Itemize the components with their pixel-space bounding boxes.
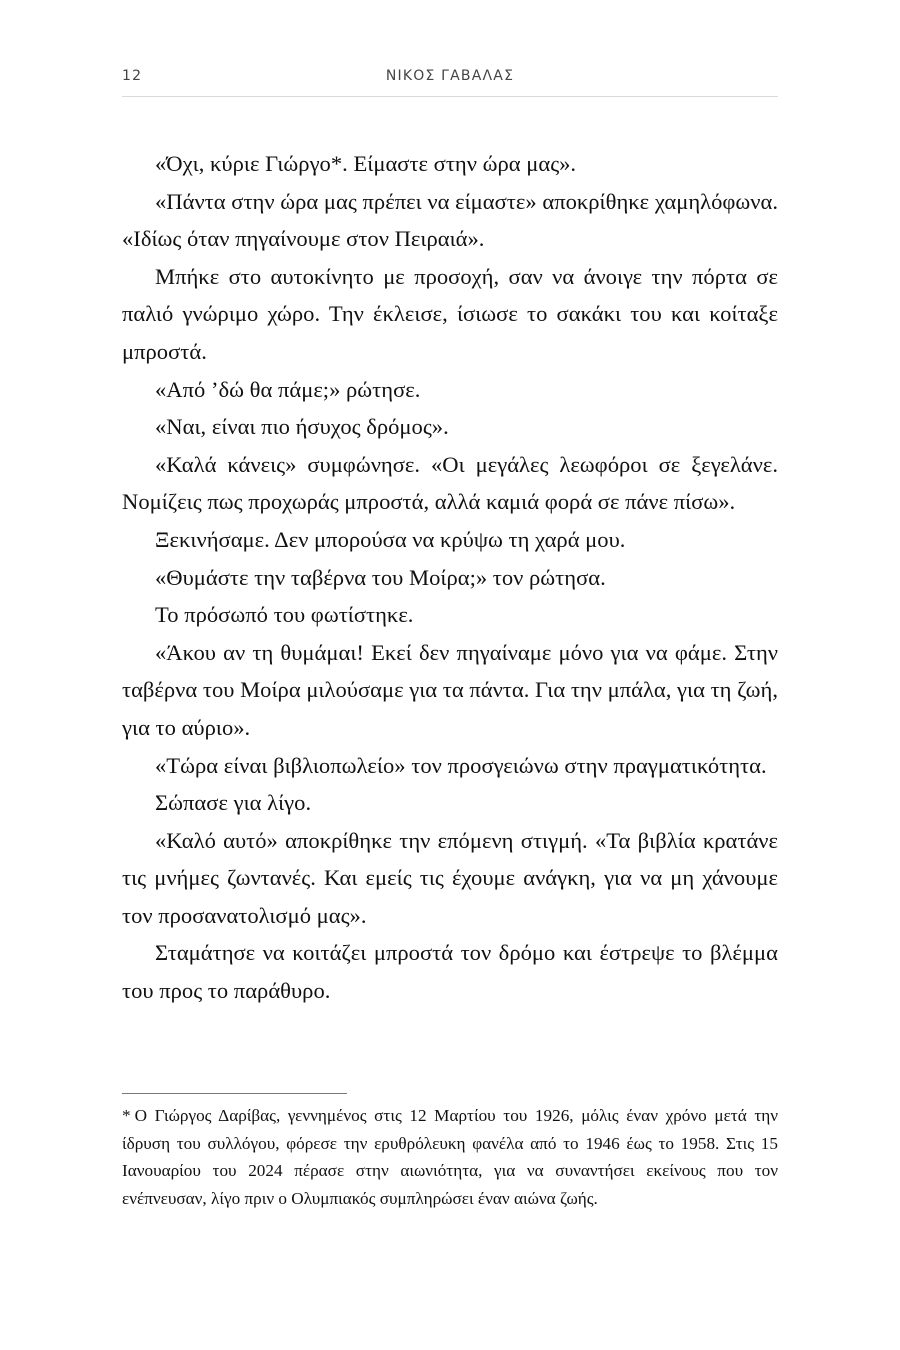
footnote-marker: * (122, 1106, 131, 1125)
paragraph: «Τώρα είναι βιβλιοπωλείο» τον προσγειώνω στην πραγματικότητα. (155, 752, 767, 778)
paragraph: «Καλά κάνεις» συμφώνησε. «Οι μεγάλες λεωφόροι σε ξεγελάνε. Νομίζεις πως προχωράς μπροστά, αλλά καμιά φορά σε πάνε πίσω». (122, 451, 778, 515)
paragraph: «Πάντα στην ώρα μας πρέπει να είμαστε» αποκρίθηκε χαμηλόφωνα. «Ιδίως όταν πηγαίνουμε στον Πειραιά». (122, 188, 778, 252)
body-text (122, 145, 778, 1010)
footnote (122, 1102, 778, 1212)
paragraph: «Θυμάστε την ταβέρνα του Μοίρα;» τον ρώτησα. (155, 564, 606, 590)
footnote-text: Ο Γιώργος Δαρίβας, γεννημένος στις 12 Μαρτίου του 1926, μόλις έναν χρόνο μετά την ίδρυση του συλλόγου, φόρεσε την ερυθρόλευκη φανέλα από το 1946 έως το 1958. Στις 15 Ιανουαρίου του 2024 πέρασε στην αιωνιότητα, για να συναντήσει εκείνους που τον ενέπνευσαν, λίγο πριν ο Ολυμπιακός συμπληρώσει έναν αιώνα ζωής. (122, 1106, 778, 1208)
paragraph: «Ναι, είναι πιο ήσυχος δρόμος». (155, 414, 449, 440)
paragraph: Σώπασε για λίγο. (155, 790, 312, 816)
paragraph: Σταμάτησε να κοιτάζει μπροστά τον δρόμο και έστρεψε το βλέμμα του προς το παράθυρο. (122, 940, 778, 1004)
paragraph: Το πρόσωπό του φωτίστηκε. (155, 602, 414, 628)
paragraph: «Από ’δώ θα πάμε;» ρώτησε. (155, 376, 421, 402)
paragraph: «Όχι, κύριε Γιώργο*. Είμαστε στην ώρα μας». (155, 151, 577, 176)
page-number: 12 (122, 68, 143, 84)
paragraph: «Άκου αν τη θυμάμαι! Εκεί δεν πηγαίναμε μόνο για να φάμε. Στην ταβέρνα του Μοίρα μιλούσαμε για τα πάντα. Για την μπάλα, για τη ζωή, για το αύριο». (122, 639, 779, 740)
running-head-title: ΝΙΚΟΣ ΓΑΒΑΛΑΣ (385, 68, 515, 84)
footnote-rule (122, 1093, 347, 1094)
running-head (122, 66, 778, 97)
paragraph: Ξεκινήσαμε. Δεν μπορούσα να κρύψω τη χαρά μου. (155, 526, 626, 552)
paragraph: Μπήκε στο αυτοκίνητο με προσοχή, σαν να άνοιγε την πόρτα σε παλιό γνώριμο χώρο. Την έκλεισε, ίσιωσε το σακάκι του και κοίταξε μπροστά. (122, 263, 778, 364)
paragraph: «Καλό αυτό» αποκρίθηκε την επόμενη στιγμή. «Τα βιβλία κρατάνε τις μνήμες ζωντανές. Και εμείς τις έχουμε ανάγκη, για να μη χάνουμε τον προσανατολισμό μας». (122, 827, 778, 928)
